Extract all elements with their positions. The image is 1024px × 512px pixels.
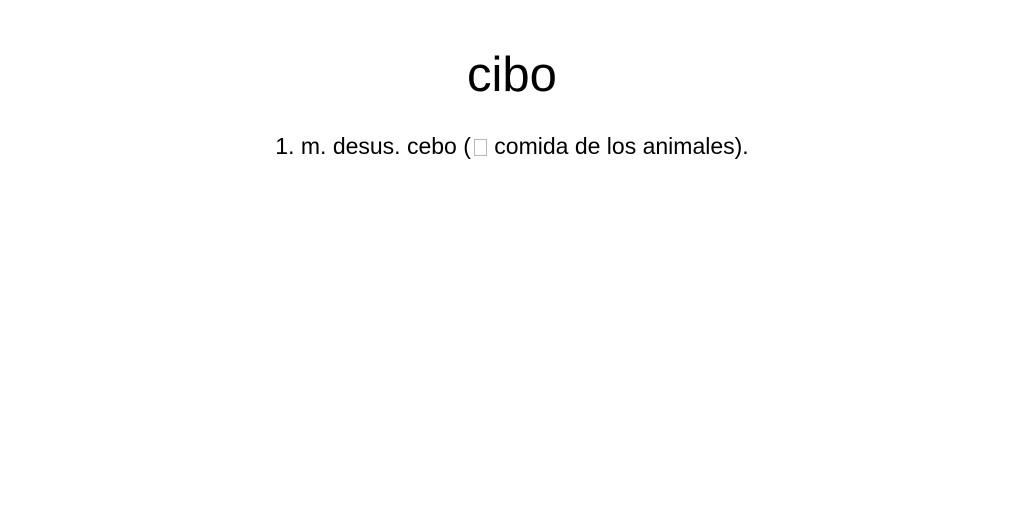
missing-glyph-icon [474, 139, 487, 156]
usage-abbreviation: desus. [332, 133, 401, 159]
grammar-abbreviation: m. [300, 133, 327, 159]
definition-gloss: comida de los animales [494, 133, 735, 159]
cross-reference-term: cebo [406, 133, 457, 159]
definition-number: 1. [275, 133, 295, 159]
headword: cibo [467, 48, 557, 102]
definition-line [0, 132, 1024, 160]
open-parenthesis: ( [463, 133, 471, 159]
closing-punctuation: ). [734, 133, 749, 159]
